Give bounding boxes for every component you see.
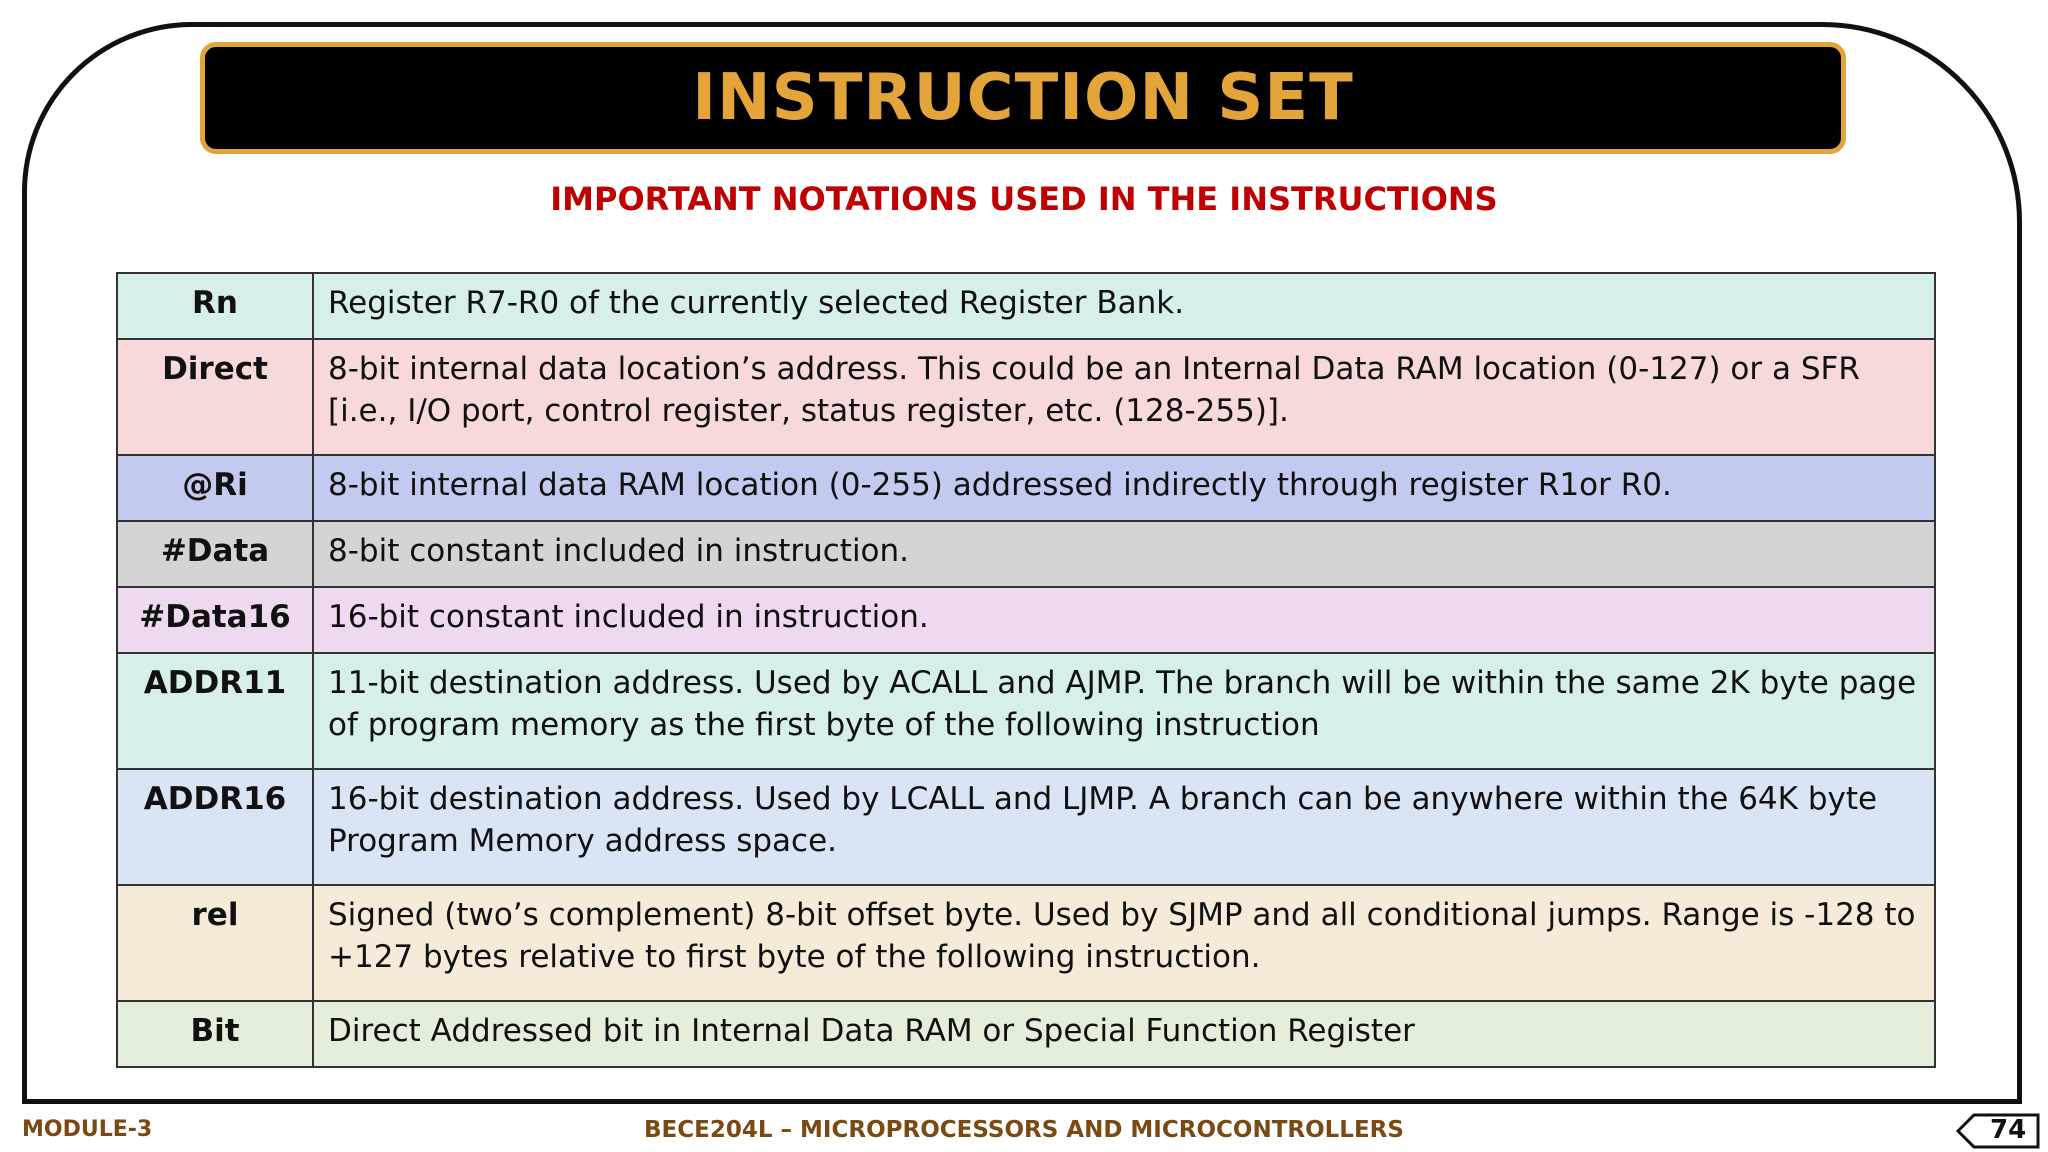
table-row (117, 521, 1935, 587)
table-row (117, 653, 1935, 769)
notation-key: ADDR16 (117, 769, 313, 885)
notation-key: #Data16 (117, 587, 313, 653)
table-row (117, 587, 1935, 653)
slide-subtitle: IMPORTANT NOTATIONS USED IN THE INSTRUCTIONS (550, 180, 1498, 218)
table-row (117, 769, 1935, 885)
slide-title: INSTRUCTION SET (692, 61, 1354, 135)
notation-description: Signed (two’s complement) 8-bit offset byte. Used by SJMP and all conditional jumps. Range is -128 to +127 bytes relative to first byte of the following instruction. (313, 885, 1935, 1001)
notation-description: 11-bit destination address. Used by ACALL and AJMP. The branch will be within the same 2K byte page of program memory as the first byte of the following instruction (313, 653, 1935, 769)
notation-key: Direct (117, 339, 313, 455)
notation-table (116, 272, 1936, 1068)
table-row (117, 339, 1935, 455)
module-label: MODULE-3 (22, 1117, 153, 1142)
notation-description: 8-bit constant included in instruction. (313, 521, 1935, 587)
notation-description: Direct Addressed bit in Internal Data RAM or Special Function Register (313, 1001, 1935, 1067)
notation-description: 16-bit constant included in instruction. (313, 587, 1935, 653)
notation-description: 8-bit internal data location’s address. This could be an Internal Data RAM location (0-127) or a SFR [i.e., I/O port, control register, status register, etc. (128-255)]. (313, 339, 1935, 455)
table-row (117, 1001, 1935, 1067)
table-row (117, 455, 1935, 521)
notation-key: Rn (117, 273, 313, 339)
notation-description: Register R7-R0 of the currently selected Register Bank. (313, 273, 1935, 339)
table-row (117, 885, 1935, 1001)
notation-key: @Ri (117, 455, 313, 521)
table-row (117, 273, 1935, 339)
notation-key: Bit (117, 1001, 313, 1067)
page-number: 74 (1990, 1115, 2027, 1145)
title-banner (200, 42, 1846, 154)
notation-key: rel (117, 885, 313, 1001)
notation-description: 8-bit internal data RAM location (0-255) addressed indirectly through register R1or R0. (313, 455, 1935, 521)
notation-key: #Data (117, 521, 313, 587)
notation-key: ADDR11 (117, 653, 313, 769)
notation-description: 16-bit destination address. Used by LCALL and LJMP. A branch can be anywhere within the 64K byte Program Memory address space. (313, 769, 1935, 885)
course-title: BECE204L – MICROPROCESSORS AND MICROCONTROLLERS (644, 1117, 1404, 1143)
